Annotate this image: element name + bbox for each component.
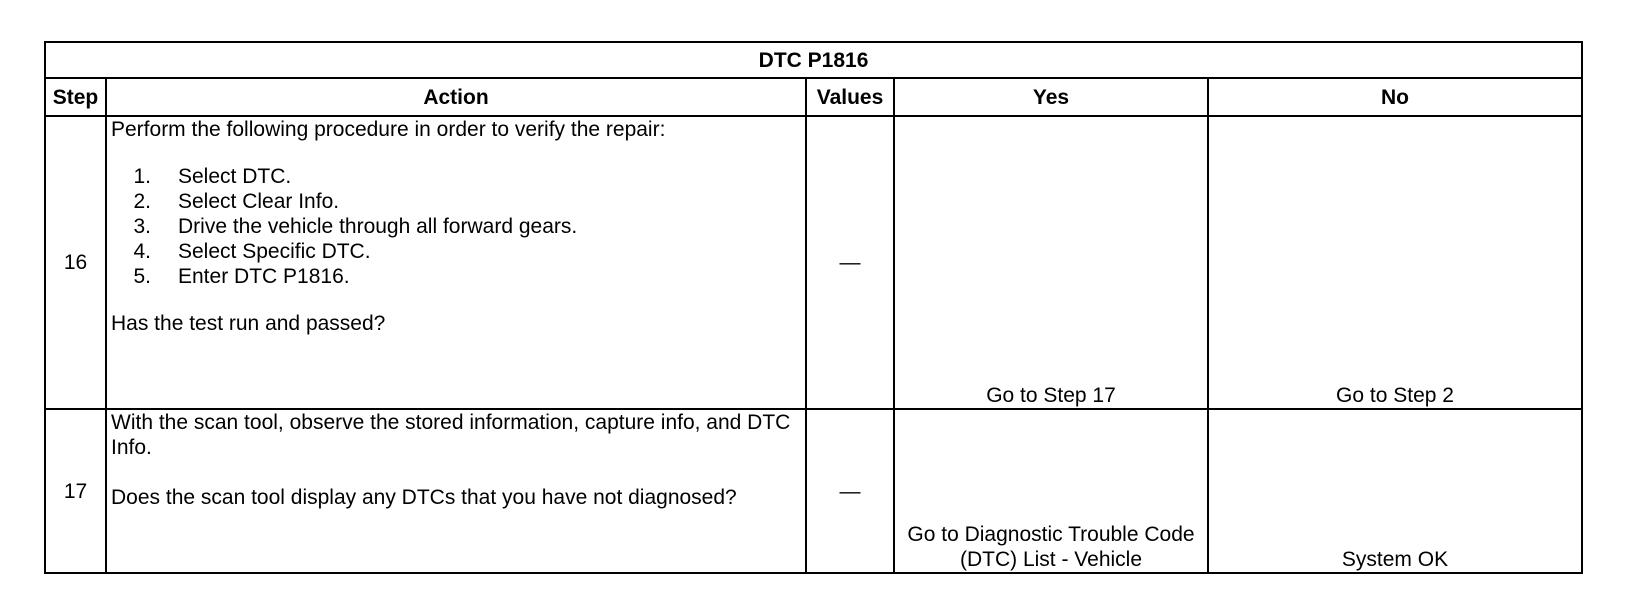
yes-cell: Go to Step 17 <box>894 116 1208 409</box>
table-row-step-17 <box>45 409 1582 573</box>
header-action: Action <box>106 78 806 116</box>
procedure-step-text: Select Specific DTC. <box>178 240 371 263</box>
procedure-step-number: 4. <box>133 240 151 263</box>
action-cell <box>106 409 806 573</box>
procedure-step-number: 1. <box>133 165 151 188</box>
procedure-step-text: Select DTC. <box>178 165 292 188</box>
procedure-step-text: Drive the vehicle through all forward gears. <box>178 215 578 238</box>
title-row <box>45 42 1582 78</box>
values-cell: — <box>806 409 894 573</box>
header-yes: Yes <box>894 78 1208 116</box>
procedure-step <box>111 239 801 264</box>
procedure-step-text: Select Clear Info. <box>178 190 340 213</box>
procedure-step-number: 5. <box>133 265 151 288</box>
procedure-step <box>111 189 801 214</box>
action-question: Has the test run and passed? <box>111 312 386 335</box>
table-title: DTC P1816 <box>45 42 1582 78</box>
procedure-list <box>111 164 801 289</box>
values-cell: — <box>806 116 894 409</box>
header-values: Values <box>806 78 894 116</box>
action-intro: With the scan tool, observe the stored information, capture info, and DTC Info. <box>111 411 791 459</box>
header-row <box>45 78 1582 116</box>
procedure-step <box>111 214 801 239</box>
procedure-step <box>111 264 801 289</box>
no-cell: System OK <box>1208 409 1582 573</box>
action-question: Does the scan tool display any DTCs that you have not diagnosed? <box>111 486 737 509</box>
table-row-step-16 <box>45 116 1582 409</box>
yes-cell: Go to Diagnostic Trouble Code (DTC) List - Vehicle <box>894 409 1208 573</box>
spacer <box>111 460 801 485</box>
step-number: 16 <box>45 116 106 409</box>
header-step: Step <box>45 78 106 116</box>
procedure-step <box>111 164 801 189</box>
action-cell <box>106 116 806 409</box>
header-no: No <box>1208 78 1582 116</box>
procedure-step-text: Enter DTC P1816. <box>178 265 350 288</box>
procedure-step-number: 2. <box>133 190 151 213</box>
procedure-step-number: 3. <box>133 215 151 238</box>
step-number: 17 <box>45 409 106 573</box>
no-cell: Go to Step 2 <box>1208 116 1582 409</box>
action-intro: Perform the following procedure in order to verify the repair: <box>111 118 666 141</box>
dtc-table <box>44 41 1583 574</box>
